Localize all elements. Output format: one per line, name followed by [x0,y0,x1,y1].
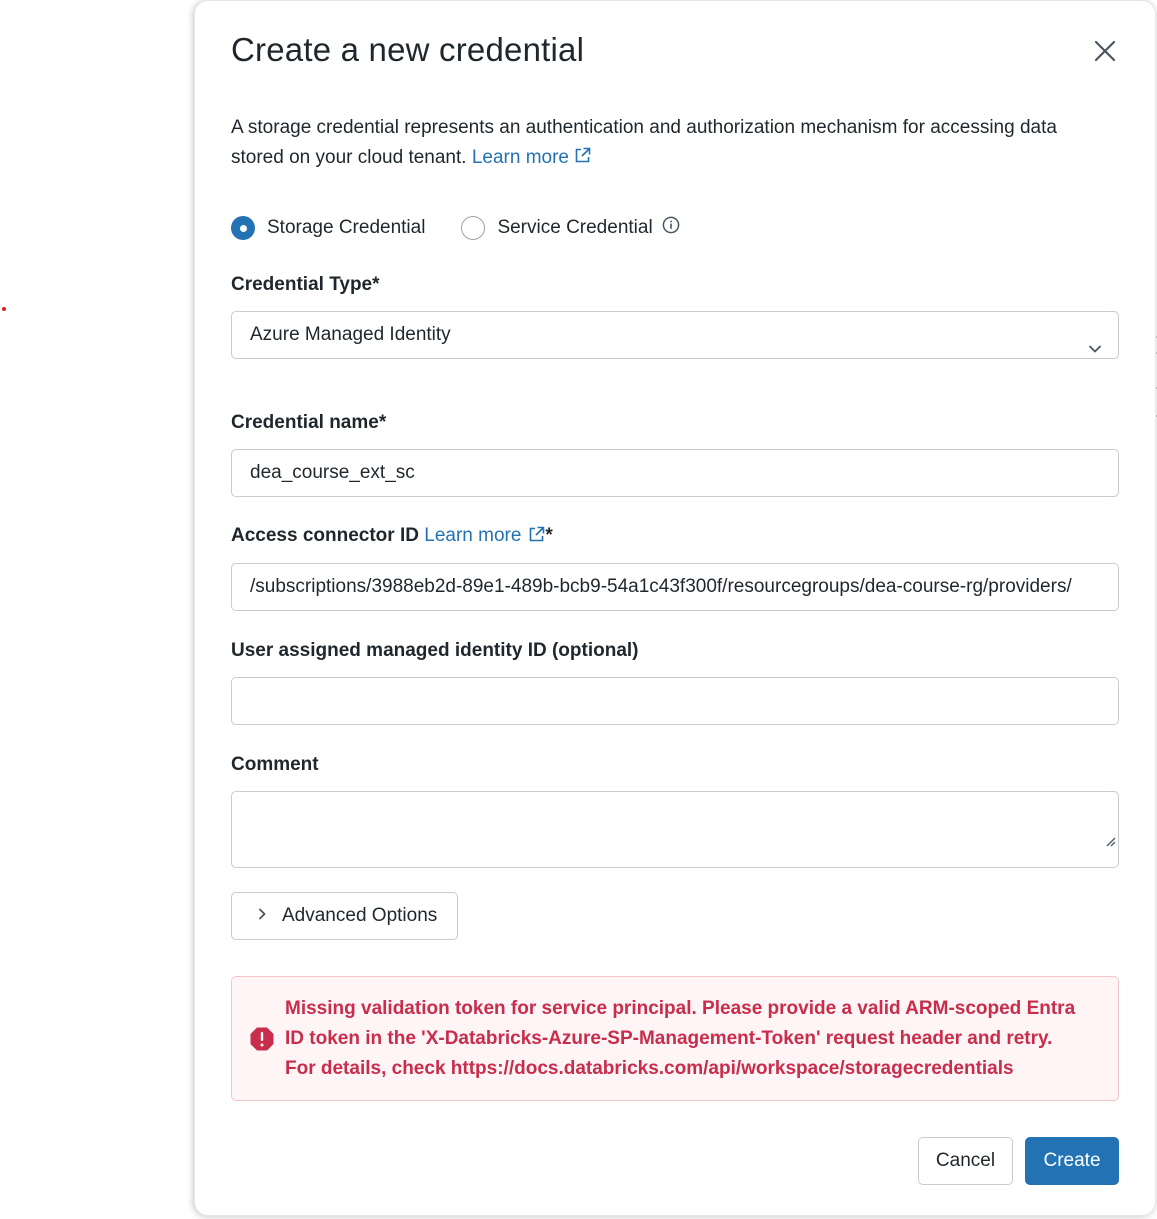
access-connector-label: Access connector ID Learn more * [231,525,553,549]
cancel-button[interactable]: Cancel [918,1137,1013,1185]
access-connector-learn-more-link[interactable]: Learn more [424,525,545,546]
dialog-title: Create a new credential [231,31,585,68]
service-credential-radio[interactable] [461,216,485,240]
description-text: A storage credential represents an authentication and authorization mechanism for accessing data stored on your cloud tenant. [231,117,1057,168]
user-assigned-identity-label: User assigned managed identity ID (optional) [231,640,639,661]
credential-type-select[interactable] [231,311,1119,359]
error-message: Missing validation token for service principal. Please provide a valid ARM-scoped Entra ID token in the 'X-Databricks-Azure-SP-Management-Token' request header and retry. For details, check https://docs.databricks.com/api/workspace/storagecredentials [285,998,1076,1079]
info-icon[interactable] [662,216,680,240]
credential-kind-radio-group [231,216,680,240]
access-connector-id-input[interactable]: /subscriptions/3988eb2d-89e1-489b-bcb9-54a1c43f300f/resourcegroups/dea-course-rg/providers/ [231,563,1119,611]
advanced-options-button[interactable] [231,892,458,940]
service-credential-label[interactable]: Service Credential [497,217,653,238]
comment-textarea[interactable] [231,791,1119,868]
dialog-description [231,113,1111,174]
learn-more-link[interactable]: Learn more [472,147,591,168]
credential-name-input[interactable]: dea_course_ext_sc [231,449,1119,497]
close-icon [1091,37,1119,65]
storage-credential-radio[interactable] [231,216,255,240]
storage-credential-label[interactable]: Storage Credential [267,217,426,238]
chevron-right-icon [256,905,268,927]
create-credential-dialog [194,0,1156,1216]
create-button[interactable]: Create [1025,1137,1119,1185]
credential-type-value: Azure Managed Identity [250,324,451,345]
chevron-down-icon [1088,328,1102,359]
advanced-options-label: Advanced Options [282,905,438,926]
external-link-icon [574,144,591,174]
credential-name-label: Credential name* [231,412,387,433]
credential-type-label: Credential Type* [231,274,380,295]
error-alert [231,976,1119,1101]
error-octagon-icon [249,1026,275,1057]
required-mark: * [545,525,553,546]
external-link-icon [528,526,545,549]
user-assigned-identity-input[interactable] [231,677,1119,725]
background-marker [2,307,6,311]
resize-grip-icon[interactable] [1104,819,1116,865]
comment-label: Comment [231,754,319,775]
close-button[interactable] [1091,37,1119,65]
